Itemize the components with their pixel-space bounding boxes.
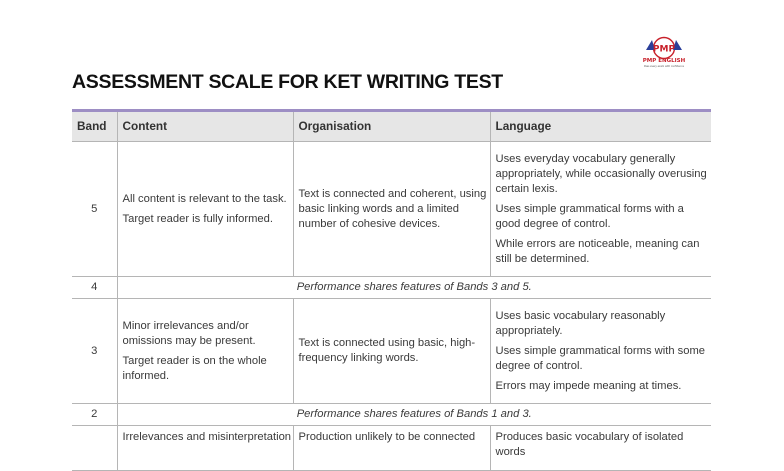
shared-features-note: Performance shares features of Bands 3 and 5. [117,277,711,299]
svg-text:PMP: PMP [652,44,676,55]
language-text: Errors may impede meaning at times. [495,379,682,392]
band-number: 2 [72,404,117,426]
band-number [72,426,117,471]
logo-emblem-icon [640,36,688,60]
header-content: Content [117,112,293,142]
content-cell [117,142,293,277]
organisation-cell [293,142,490,277]
organisation-cell [293,426,490,471]
content-text: All content is relevant to the task. [122,192,287,205]
content-text: Target reader is fully informed. [122,212,273,225]
shared-features-note: Performance shares features of Bands 1 and 3. [117,404,711,426]
language-cell [490,299,711,404]
language-text: Uses simple grammatical forms with a good degree of control. [495,202,684,230]
content-text: Minor irrelevances and/or omissions may be present. [122,319,256,347]
language-cell [490,142,711,277]
table-row-band-1-partial [72,426,711,471]
language-text: Uses simple grammatical forms with some degree of control. [495,344,706,372]
logo-tagline: Pass every exam with confidence [644,65,684,68]
organisation-text: Production unlikely to be connected [298,431,476,443]
language-text: Produces basic vocabulary of isolated words [495,431,684,458]
page-title: ASSESSMENT SCALE FOR KET WRITING TEST [72,71,503,93]
content-cell [117,299,293,404]
content-cell [117,426,293,471]
table-row-band-2 [72,404,711,426]
table-row-band-4 [72,277,711,299]
organisation-text: Text is connected using basic, high-frequency linking words. [298,337,476,364]
organisation-text: Text is connected and coherent, using basic linking words and a limited number of cohesive devices. [298,187,487,230]
language-text: Uses everyday vocabulary generally appropriately, while occasionally overusing certain lexis. [495,152,707,195]
band-number: 3 [72,299,117,404]
language-text: While errors are noticeable, meaning can still be determined. [495,237,700,265]
content-text: Target reader is on the whole informed. [122,354,267,382]
header-band: Band [72,112,117,142]
table-row-band-5 [72,142,711,277]
organisation-cell [293,299,490,404]
header-language: Language [490,112,711,142]
language-text: Uses basic vocabulary reasonably appropriately. [495,309,666,337]
band-number: 5 [72,142,117,277]
band-number: 4 [72,277,117,299]
language-cell [490,426,711,471]
content-text: Irrelevances and misinterpretation [122,431,292,443]
table-header-row [72,112,711,142]
header-organisation: Organisation [293,112,490,142]
logo-name: PMP ENGLISH [642,58,686,64]
table-row-band-3 [72,299,711,404]
assessment-scale-table [72,112,711,471]
